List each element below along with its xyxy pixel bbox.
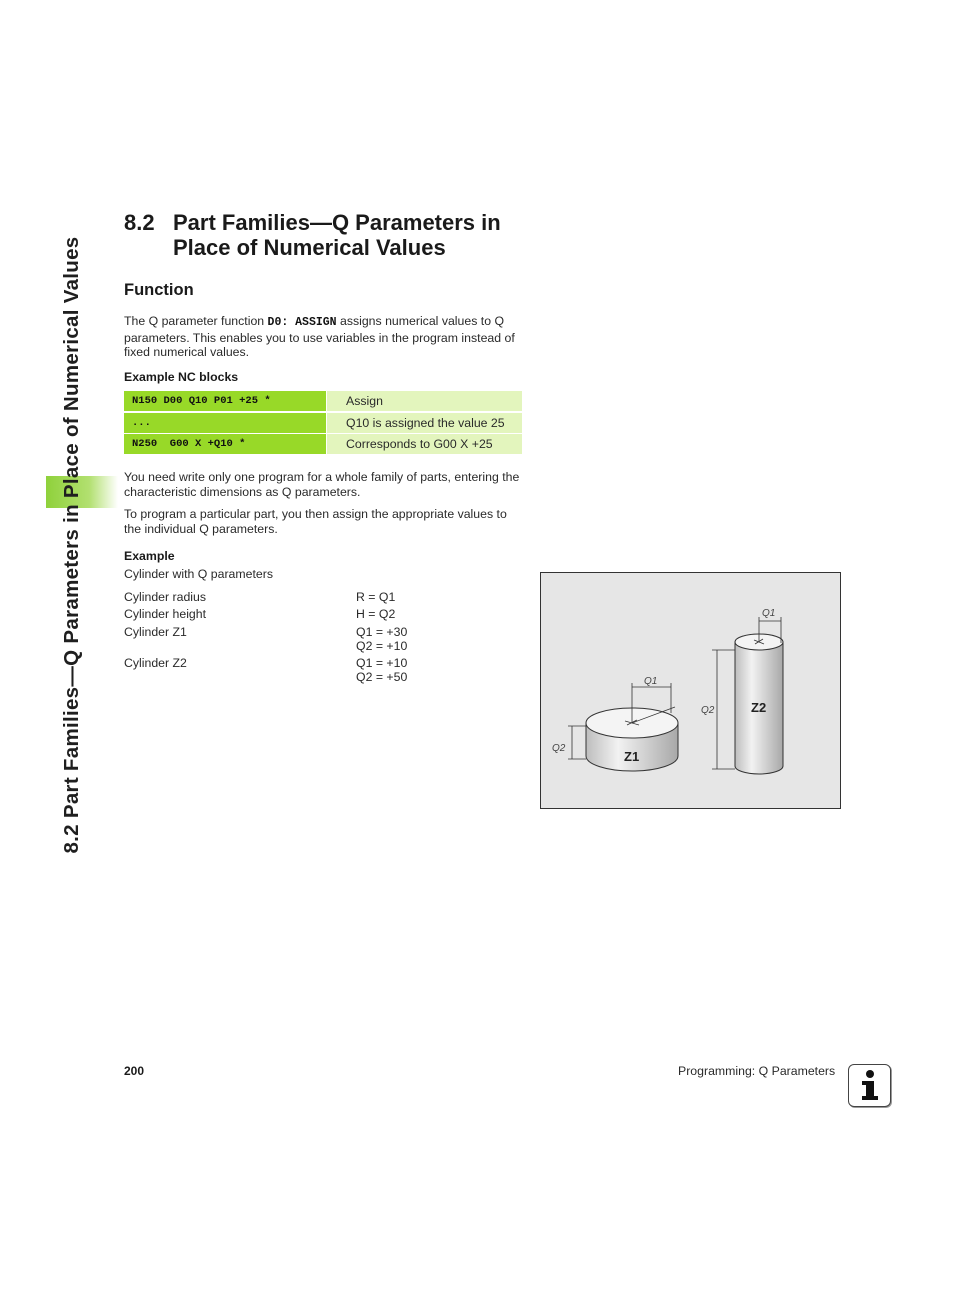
q1-label-z2: Q1 [762,608,776,619]
example-label: Example [124,549,175,563]
q2-label-z2: Q2 [701,705,715,716]
example-row-value: R = Q1 [356,590,396,604]
nc-comment: Corresponds to G00 X +25 [327,434,522,454]
cylinder-z2 [701,608,783,774]
table-row [124,391,522,411]
sidebar-chapter-title: 8.2 Part Families—Q Parameters in Place of Numerical Values [60,236,83,854]
q1-label-z1: Q1 [644,676,658,687]
function-paragraph: The Q parameter function D0: ASSIGN assigns numerical values to Q parameters. This enables you to use variables in the program instead of fixed numerical values. [124,314,515,359]
nc-code: N250 G00 X +Q10 * [124,434,326,454]
example-row-value: Q1 = +10 [356,656,408,670]
function-heading: Function [124,281,194,299]
cylinders-diagram [541,573,840,808]
paragraph-assign-values: To program a particular part, you then assign the appropriate values to the individual Q parameters. [124,507,507,536]
table-row [124,434,522,454]
cylinder-z1 [552,676,678,771]
page-number: 200 [124,1064,145,1078]
example-row-name: Cylinder Z1 [124,625,187,639]
example-row-value: Q2 = +10 [356,639,408,653]
example-row-value: Q1 = +30 [356,625,408,639]
nc-comment: Assign [327,391,522,411]
example-intro: Cylinder with Q parameters [124,567,273,581]
paragraph-part-family: You need write only one program for a whole family of parts, entering the characteristic dimensions as Q parameters. [124,470,520,499]
footer-chapter: Programming: Q Parameters [678,1064,836,1078]
nc-code: ... [124,413,326,433]
example-row-name: Cylinder height [124,607,207,621]
inline-code: D0: ASSIGN [267,316,337,329]
example-row-value: Q2 = +50 [356,670,408,684]
z2-label: Z2 [751,700,767,715]
nc-blocks-label: Example NC blocks [124,370,239,384]
q2-label-z1: Q2 [552,743,566,754]
example-row-name: Cylinder Z2 [124,656,187,670]
nc-comment: Q10 is assigned the value 25 [327,413,522,433]
nc-blocks-table [124,391,522,456]
section-number: 8.2 [124,210,155,235]
info-icon [848,1064,891,1107]
nc-code: N150 D00 Q10 P01 +25 * [124,391,326,411]
table-row [124,413,522,433]
example-row-name: Cylinder radius [124,590,207,604]
z1-label: Z1 [624,749,640,764]
section-title: Part Families—Q Parameters in Place of Numerical Values [173,210,501,260]
cylinder-figure [540,572,841,809]
example-row-value: H = Q2 [356,607,396,621]
